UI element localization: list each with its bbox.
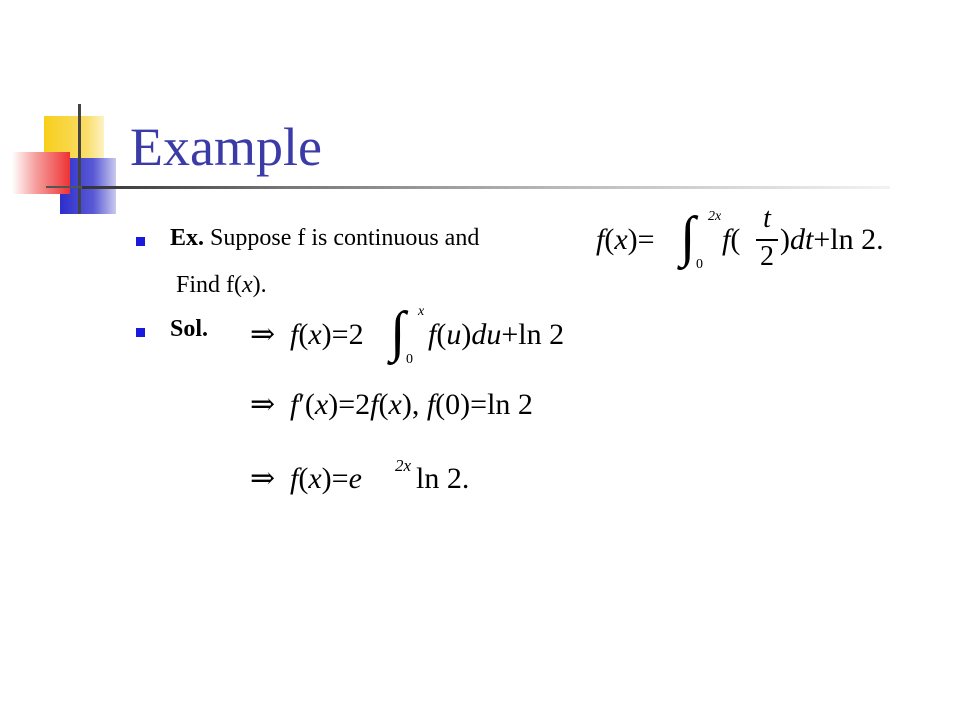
square-bullet-icon	[136, 328, 145, 337]
implies-arrow-icon: ⇒	[250, 462, 276, 495]
example-statement: Suppose f is continuous and	[210, 225, 480, 251]
find-text: Find f(x).	[176, 272, 267, 298]
implies-arrow-icon: ⇒	[250, 388, 276, 421]
integral-sign: ∫	[390, 301, 406, 363]
page-title: Example	[130, 117, 322, 177]
equation-step-2: ⇒ f′(x)=2f(x), f(0)=ln 2	[250, 388, 533, 421]
deco-vertical-line	[78, 104, 81, 214]
title-underline	[82, 186, 890, 189]
title-decoration	[0, 100, 130, 220]
equation-step-1: ⇒ f(x)=2 ∫ x 0 f(u)du+ln 2	[250, 301, 565, 367]
implies-arrow-icon: ⇒	[250, 318, 276, 351]
integral-sign: ∫	[680, 206, 696, 268]
equation-result: ⇒ f(x)=e 2x ln 2.	[250, 456, 470, 495]
equation-given: f(x)= ∫ 2x 0 f( t 2 )dt+ln 2.	[596, 203, 884, 272]
example-text	[170, 225, 479, 252]
example-label: Ex.	[170, 225, 205, 251]
solution-label: Sol.	[170, 316, 209, 342]
square-bullet-icon	[136, 237, 145, 246]
